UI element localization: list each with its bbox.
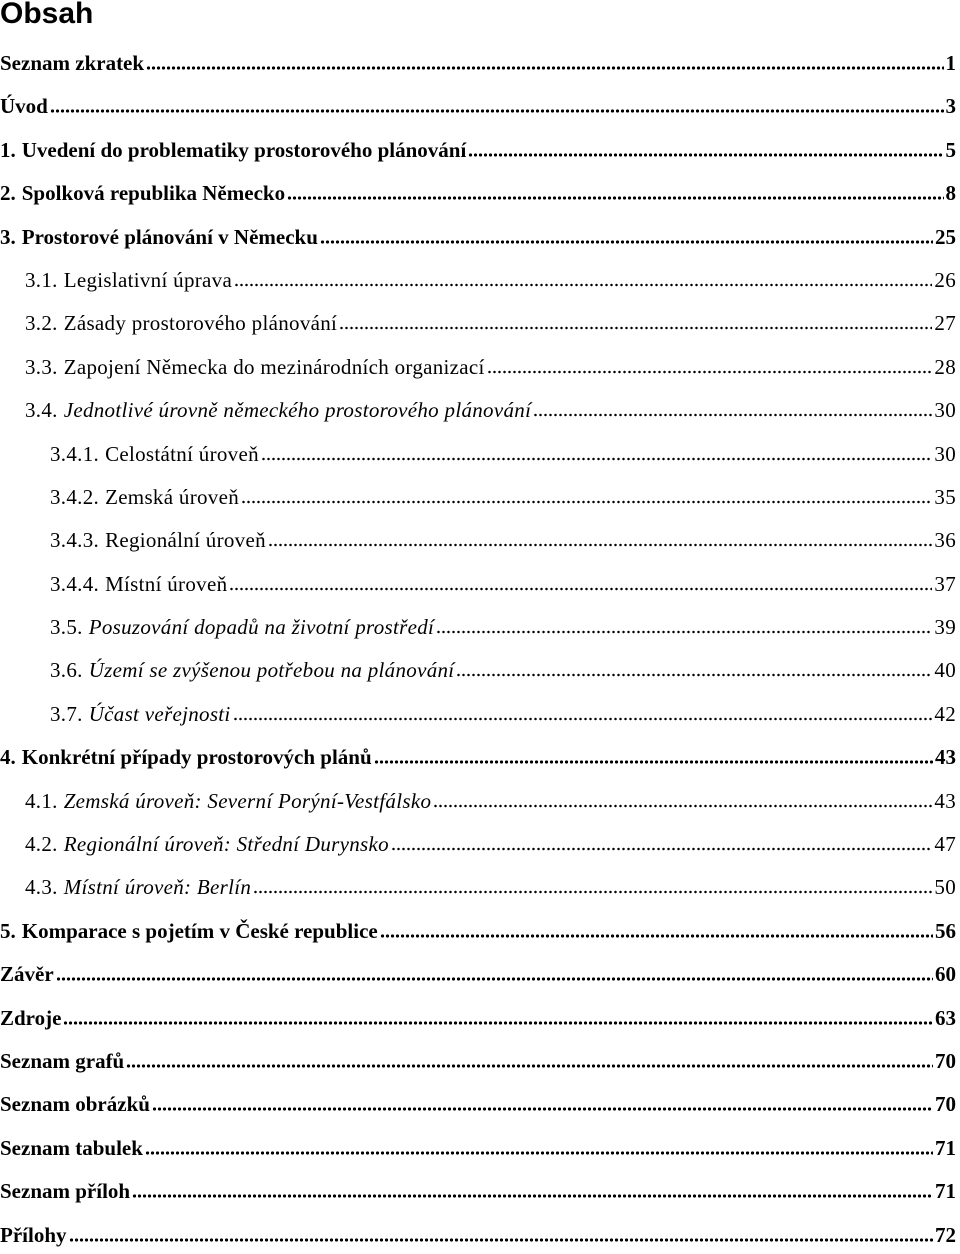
toc-dot-leader [468,139,943,159]
toc-entry-title: Posuzování dopadů na životní prostředí [88,615,435,640]
toc-dot-leader [487,356,933,376]
toc-page-number: 25 [935,224,956,249]
toc-page-number: 63 [935,1005,956,1030]
toc-entry-title: Regionální úroveň [105,528,266,553]
toc-dot-leader [126,1050,933,1070]
toc-entry-title: Závěr [0,962,54,987]
toc-dot-leader [229,573,932,593]
toc-entry-title: Uvedení do problematiky prostorového plánování [21,137,467,162]
toc-heading: Obsah [0,0,94,30]
toc-entry[interactable] [0,649,956,692]
toc-dot-leader [56,963,933,983]
toc-entry-title: Seznam obrázků [0,1092,150,1117]
toc-entry-title: Legislativní úprava [63,267,233,292]
toc-entry-title: Seznam grafů [0,1048,125,1073]
toc-entry[interactable] [0,519,956,562]
toc-entry-title: Přílohy [0,1222,67,1247]
toc-dot-leader [533,399,932,419]
toc-entry[interactable] [0,389,956,432]
toc-page-number: 70 [935,1048,956,1073]
toc-page-number: 37 [934,571,956,596]
toc-entry-title: Zdroje [0,1005,62,1030]
toc-entry-title: Celostátní úroveň [105,441,259,466]
toc-dot-leader [241,486,932,506]
toc-entry-title: Zemská úroveň: Severní Porýní-Vestfálsko [63,788,432,813]
toc-entry[interactable] [0,172,956,215]
toc-page-number: 72 [935,1222,956,1247]
toc-entry-title: Regionální úroveň: Střední Durynsko [63,832,389,857]
toc-entry-number: 3.5. [50,615,83,640]
toc-entry-number: 3.4.1. [50,441,100,466]
toc-entry[interactable] [0,866,956,909]
toc-page-number: 47 [934,832,956,857]
toc-entry-title: Seznam tabulek [0,1135,143,1160]
toc-page-number: 43 [934,788,956,813]
toc-entry[interactable] [0,216,956,259]
toc-entry-number: 3.3. [25,354,58,379]
toc-entry[interactable] [0,1214,956,1254]
toc-entry[interactable] [0,1127,956,1170]
toc-entry-title: Jednotlivé úrovně německého prostorového plánování [63,398,532,423]
toc-entry-title: Konkrétní případy prostorových plánů [21,745,372,770]
toc-dot-leader [50,95,944,115]
toc-entry-number: 4.2. [25,832,58,857]
toc-entry[interactable] [0,42,956,85]
toc-entry-number: 2. [0,181,16,206]
toc-entry-number: 3.4.4. [50,571,100,596]
toc-dot-leader [391,833,932,853]
toc-page-number: 50 [934,875,956,900]
toc-entry[interactable] [0,953,956,996]
toc-dot-leader [233,703,933,723]
toc-dot-leader [152,1093,933,1113]
toc-dot-leader [145,1137,933,1157]
toc-dot-leader [339,312,932,332]
toc-entry-number: 3.1. [25,267,58,292]
toc-page-number: 35 [934,484,956,509]
toc-entry[interactable] [0,736,956,779]
toc-page-number: 30 [934,441,956,466]
toc-dot-leader [268,529,933,549]
toc-entry-number: 4. [0,745,16,770]
toc-entry-title: Spolková republika Německo [21,181,286,206]
toc-entry-title: Komparace s pojetím v České republice [21,918,378,943]
toc-entry-title: Seznam příloh [0,1179,131,1204]
toc-entry[interactable] [0,433,956,476]
toc-dot-leader [132,1180,933,1200]
toc-dot-leader [69,1224,934,1244]
toc-page-number: 40 [934,658,956,683]
toc-entry[interactable] [0,476,956,519]
toc-page-number: 71 [935,1179,956,1204]
toc-dot-leader [287,182,943,202]
toc-page-number: 26 [934,267,956,292]
toc-entry-number: 3.7. [50,701,83,726]
toc-dot-leader [234,269,932,289]
table-of-contents [0,42,956,1254]
toc-dot-leader [436,616,932,636]
toc-page-number: 8 [945,181,956,206]
toc-entry[interactable] [0,129,956,172]
toc-page-number: 43 [935,745,956,770]
toc-entry-title: Zásady prostorového plánování [63,311,338,336]
toc-entry-title: Prostorové plánování v Německu [21,224,318,249]
toc-dot-leader [146,52,943,72]
toc-page-number: 56 [935,918,956,943]
toc-page-number: 36 [934,528,956,553]
toc-entry-number: 1. [0,137,16,162]
toc-entry[interactable] [0,563,956,606]
toc-page-number: 27 [934,311,956,336]
toc-page-number: 1 [945,51,956,75]
toc-page-number: 3 [945,94,956,119]
toc-entry-number: 4.1. [25,788,58,813]
toc-dot-leader [63,1007,933,1027]
toc-entry-title: Zapojení Německa do mezinárodních organizací [63,354,485,379]
toc-entry[interactable] [0,259,956,302]
toc-dot-leader [261,443,933,463]
toc-dot-leader [253,876,932,896]
toc-entry[interactable] [0,823,956,866]
toc-entry[interactable] [0,302,956,345]
toc-entry[interactable] [0,85,956,128]
toc-entry[interactable] [0,693,956,736]
toc-entry-title: Účast veřejnosti [88,701,231,726]
toc-entry-title: Zemská úroveň [105,484,240,509]
toc-entry-title: Území se zvýšenou potřebou na plánování [88,658,455,683]
toc-entry-number: 3.4.2. [50,484,100,509]
toc-page-number: 70 [935,1092,956,1117]
toc-entry[interactable] [0,1083,956,1126]
toc-dot-leader [320,226,933,246]
toc-dot-leader [380,920,933,940]
toc-page-number: 39 [934,615,956,640]
toc-page-number: 30 [934,398,956,423]
toc-entry[interactable] [0,1040,956,1083]
toc-entry-number: 4.3. [25,875,58,900]
toc-entry-title: Místní úroveň: Berlín [63,875,252,900]
toc-entry-title: Místní úroveň [105,571,228,596]
toc-entry[interactable] [0,606,956,649]
toc-dot-leader [456,659,932,679]
toc-entry-title: Seznam zkratek [0,51,145,75]
toc-entry-number: 3. [0,224,16,249]
toc-entry[interactable] [0,346,956,389]
toc-entry[interactable] [0,780,956,823]
toc-entry-title: Úvod [0,94,48,119]
toc-page-number: 42 [934,701,956,726]
toc-page-number: 71 [935,1135,956,1160]
toc-entry-number: 3.2. [25,311,58,336]
toc-entry[interactable] [0,910,956,953]
toc-entry-number: 3.4.3. [50,528,100,553]
toc-dot-leader [433,790,932,810]
toc-dot-leader [374,746,933,766]
toc-entry[interactable] [0,1170,956,1213]
toc-entry[interactable] [0,997,956,1040]
toc-entry-number: 3.6. [50,658,83,683]
toc-page-number: 28 [934,354,956,379]
toc-page-number: 60 [935,962,956,987]
toc-page-number: 5 [945,137,956,162]
toc-entry-number: 5. [0,918,16,943]
toc-entry-number: 3.4. [25,398,58,423]
